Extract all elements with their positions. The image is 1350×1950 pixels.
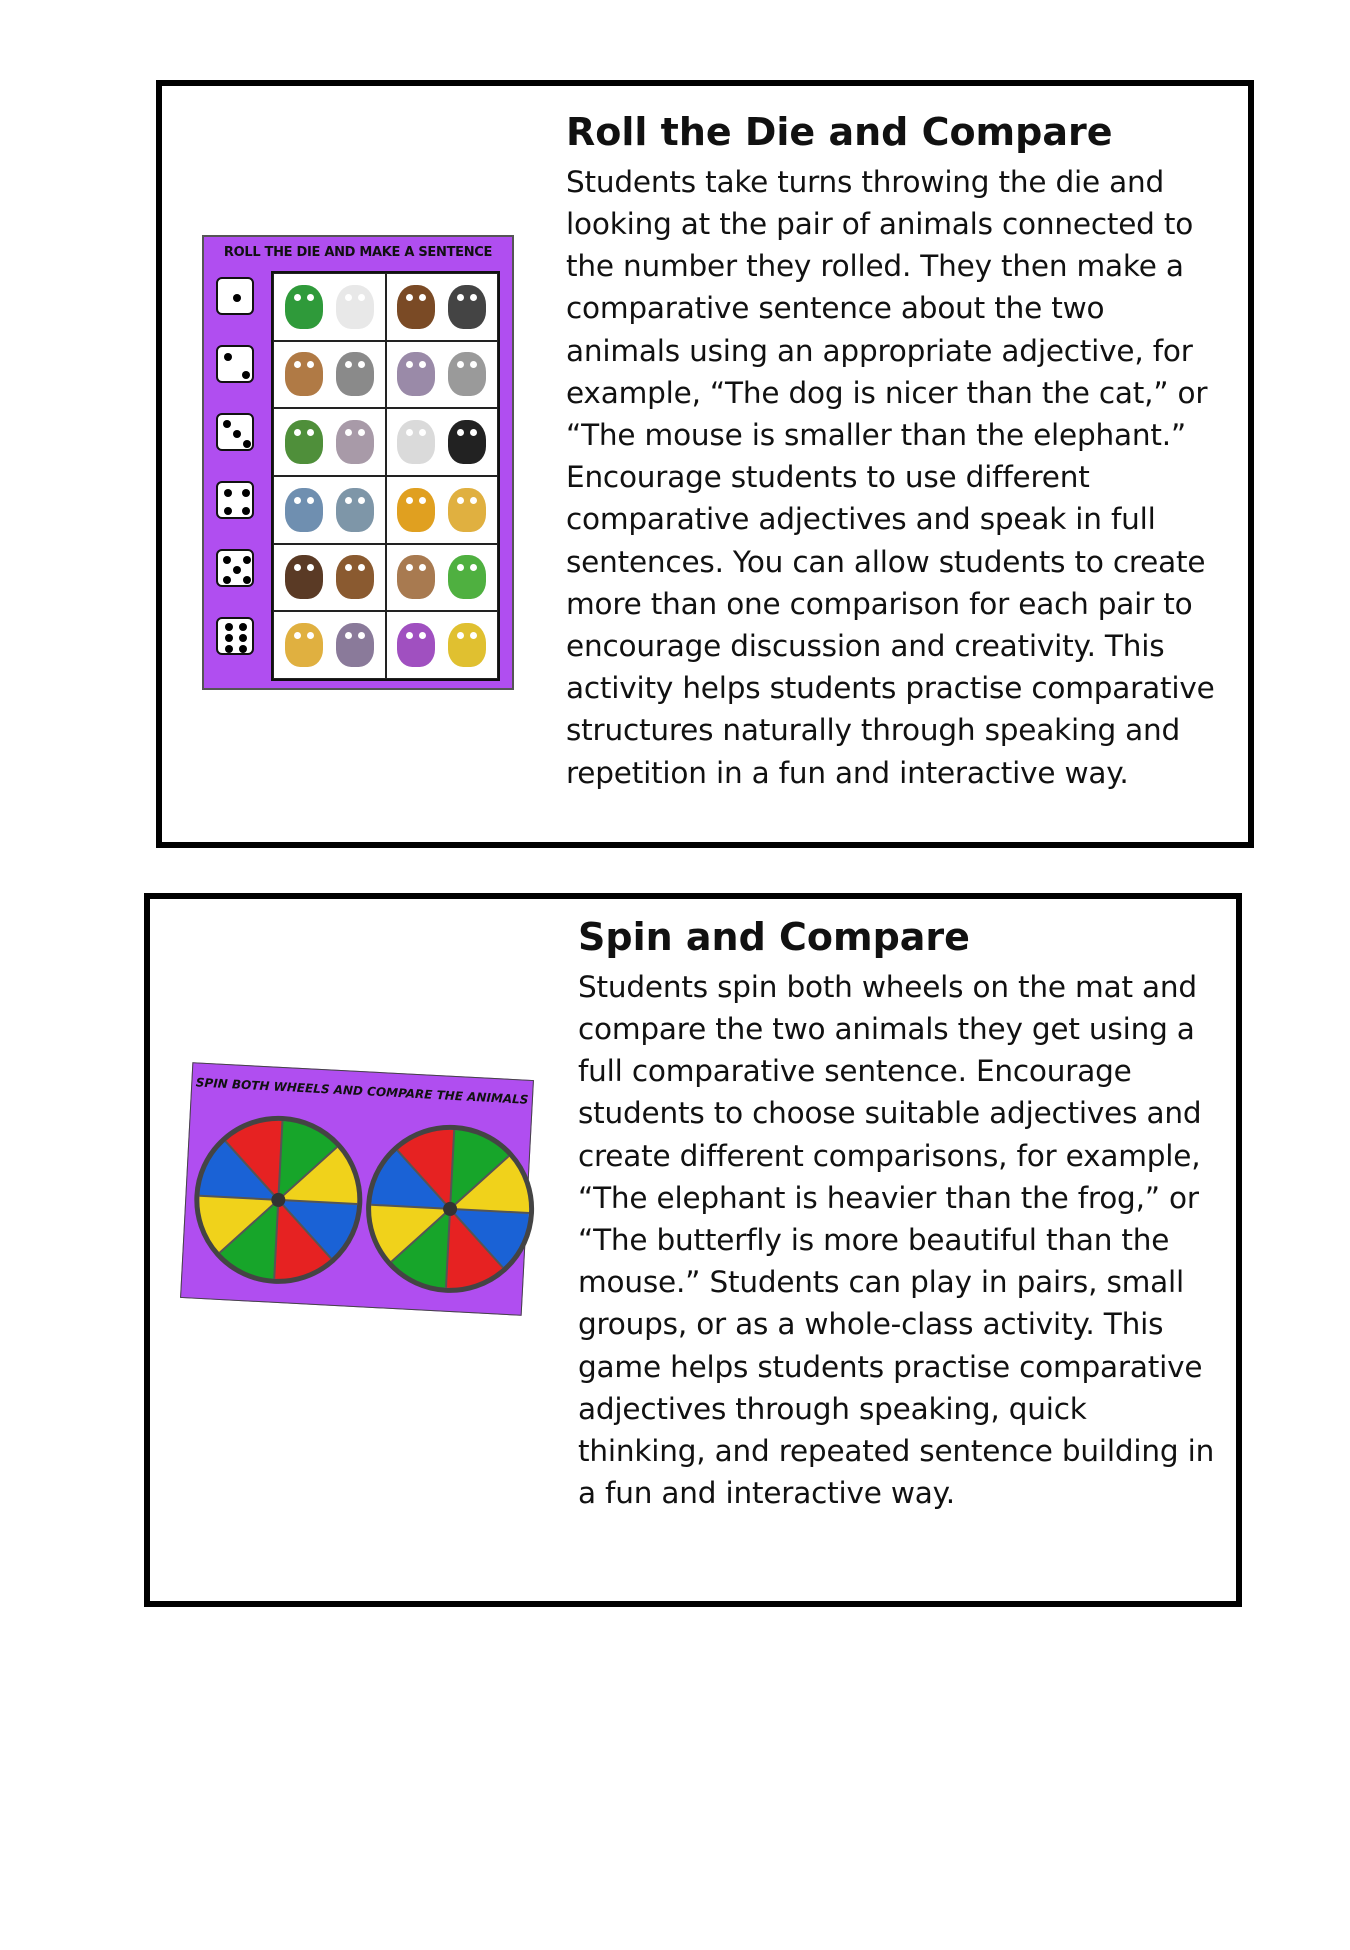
dice-column (216, 277, 258, 685)
animal-picture-icon (448, 420, 486, 464)
animal-pair-cell (386, 544, 499, 612)
die-pip (224, 489, 232, 497)
die-pip (223, 576, 231, 584)
animal-pair-cell (273, 476, 386, 544)
animal-pair-cell (386, 408, 499, 476)
animal-pairs-grid (271, 271, 500, 681)
die-face-1-icon (216, 277, 254, 315)
animal-picture-icon (448, 285, 486, 329)
animal-picture-icon (285, 555, 323, 599)
animal-pair-cell (273, 408, 386, 476)
die-pip (242, 371, 250, 379)
animal-picture-icon (285, 352, 323, 396)
card-body: Students take turns throwing the die and looking at the pair of animals connected to the number they rolled. They then make a comparative sentence about the two animals using an appropriate adjective, for example, “The dog is nicer than the cat,” or “The mouse is smaller than the elephant.” Encourage students to use different comparative adjectives and speak in full sentences. You can allow students to create more than one comparison for each pair to encourage discussion and creativity. This activity helps students practise comparative structures naturally through speaking and repetition in a fun and interactive way. (566, 164, 1215, 790)
animal-picture-icon (448, 623, 486, 667)
animal-picture-icon (448, 352, 486, 396)
spinner-wheel-right (362, 1121, 539, 1298)
animal-picture-icon (448, 488, 486, 532)
animal-picture-icon (285, 420, 323, 464)
die-face-6-icon (216, 617, 254, 655)
animal-picture-icon (397, 555, 435, 599)
activity-card-spin (144, 893, 1242, 1607)
die-pip (223, 420, 231, 428)
animal-picture-icon (397, 623, 435, 667)
animal-pair-cell (273, 544, 386, 612)
card-title: Spin and Compare (578, 915, 970, 959)
animal-picture-icon (336, 623, 374, 667)
mat-title: ROLL THE DIE AND MAKE A SENTENCE (223, 245, 493, 260)
animal-picture-icon (285, 488, 323, 532)
die-pip (243, 440, 251, 448)
die-face-5-icon (216, 549, 254, 587)
card-text (566, 110, 1226, 794)
mat-title: SPIN BOTH WHEELS AND COMPARE THE ANIMALS (195, 1075, 529, 1107)
animal-picture-icon (397, 488, 435, 532)
animal-pair-cell (273, 273, 386, 341)
card-text (578, 915, 1218, 1514)
roll-die-mat-image (202, 235, 514, 690)
die-pip (225, 623, 233, 631)
die-pip (225, 645, 233, 653)
spin-wheels-mat-image (180, 1062, 534, 1316)
die-pip (243, 576, 251, 584)
animal-picture-icon (285, 285, 323, 329)
die-pip (233, 566, 241, 574)
die-pip (242, 489, 250, 497)
die-pip (224, 353, 232, 361)
animal-picture-icon (336, 420, 374, 464)
die-face-4-icon (216, 481, 254, 519)
die-face-3-icon (216, 413, 254, 451)
activity-card-roll (156, 80, 1254, 848)
die-face-2-icon (216, 345, 254, 383)
animal-pair-cell (386, 476, 499, 544)
animal-picture-icon (336, 352, 374, 396)
animal-pair-cell (386, 341, 499, 409)
die-pip (239, 623, 247, 631)
die-pip (243, 556, 251, 564)
animal-pair-cell (386, 273, 499, 341)
die-pip (223, 556, 231, 564)
animal-pair-cell (273, 611, 386, 679)
animal-picture-icon (336, 555, 374, 599)
die-pip (224, 507, 232, 515)
die-pip (233, 294, 241, 302)
die-pip (239, 634, 247, 642)
animal-pair-cell (273, 341, 386, 409)
card-title: Roll the Die and Compare (566, 110, 1113, 154)
die-pip (242, 507, 250, 515)
die-pip (225, 634, 233, 642)
animal-picture-icon (285, 623, 323, 667)
animal-picture-icon (336, 488, 374, 532)
animal-pair-cell (386, 611, 499, 679)
die-pip (239, 645, 247, 653)
spinner-wheel-left (190, 1112, 367, 1289)
card-body: Students spin both wheels on the mat and compare the two animals they get using a full comparative sentence. Encourage students to choose suitable adjectives and create different comparisons, for example, “The elephant is heavier than the frog,” or “The butterfly is more beautiful than the mouse.” Students can play in pairs, small groups, or as a whole-class activity. This game helps students practise comparative adjectives through speaking, quick thinking, and repeated sentence building in a fun and interactive way. (578, 969, 1215, 1511)
animal-picture-icon (336, 285, 374, 329)
animal-picture-icon (397, 352, 435, 396)
animal-picture-icon (448, 555, 486, 599)
animal-picture-icon (397, 285, 435, 329)
animal-picture-icon (397, 420, 435, 464)
die-pip (233, 430, 241, 438)
